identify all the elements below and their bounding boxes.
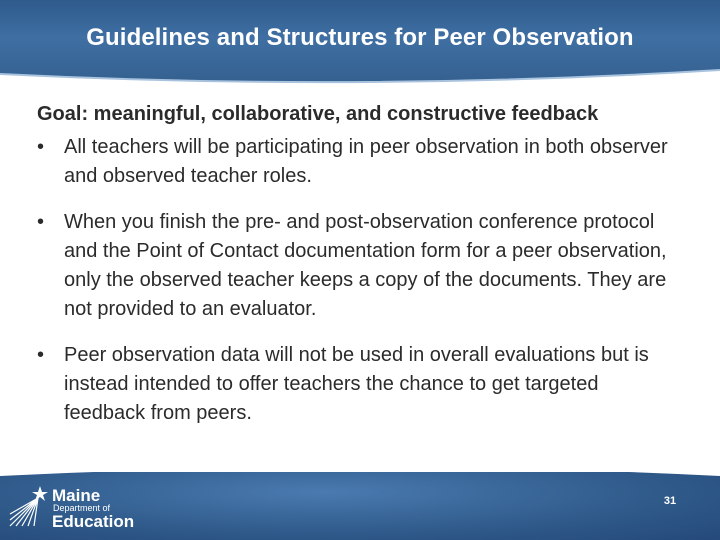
list-item-text: When you finish the pre- and post-observation conference protocol and the Point of Contact documentation form for a peer observation, only the observed teacher keeps a copy of the documents. They are not provided to an evaluator. [64, 211, 667, 320]
bullet-list [37, 133, 677, 428]
logo-text-department: Department of [53, 503, 111, 513]
bullet-marker: • [37, 211, 45, 233]
header-swoosh [0, 62, 720, 92]
logo-text-education: Education [52, 512, 135, 531]
list-item-text: Peer observation data will not be used in overall evaluations but is instead intended to offer teachers the chance to get targeted feedback from peers. [64, 344, 649, 424]
star-rays-icon [8, 484, 48, 528]
list-item [37, 133, 677, 191]
list-item-text: All teachers will be participating in peer observation in both observer and observed teacher roles. [64, 136, 668, 187]
list-item [37, 341, 677, 428]
slide-body [37, 100, 677, 445]
logo-text-maine: Maine [52, 486, 101, 505]
page-number: 31 [663, 495, 677, 507]
maine-doe-logo [8, 482, 158, 532]
goal-statement: Goal: meaningful, collaborative, and constructive feedback [37, 103, 599, 125]
bullet-marker: • [37, 344, 45, 366]
list-item [37, 208, 677, 324]
bullet-marker: • [37, 136, 45, 158]
slide-title: Guidelines and Structures for Peer Observation [86, 24, 634, 51]
